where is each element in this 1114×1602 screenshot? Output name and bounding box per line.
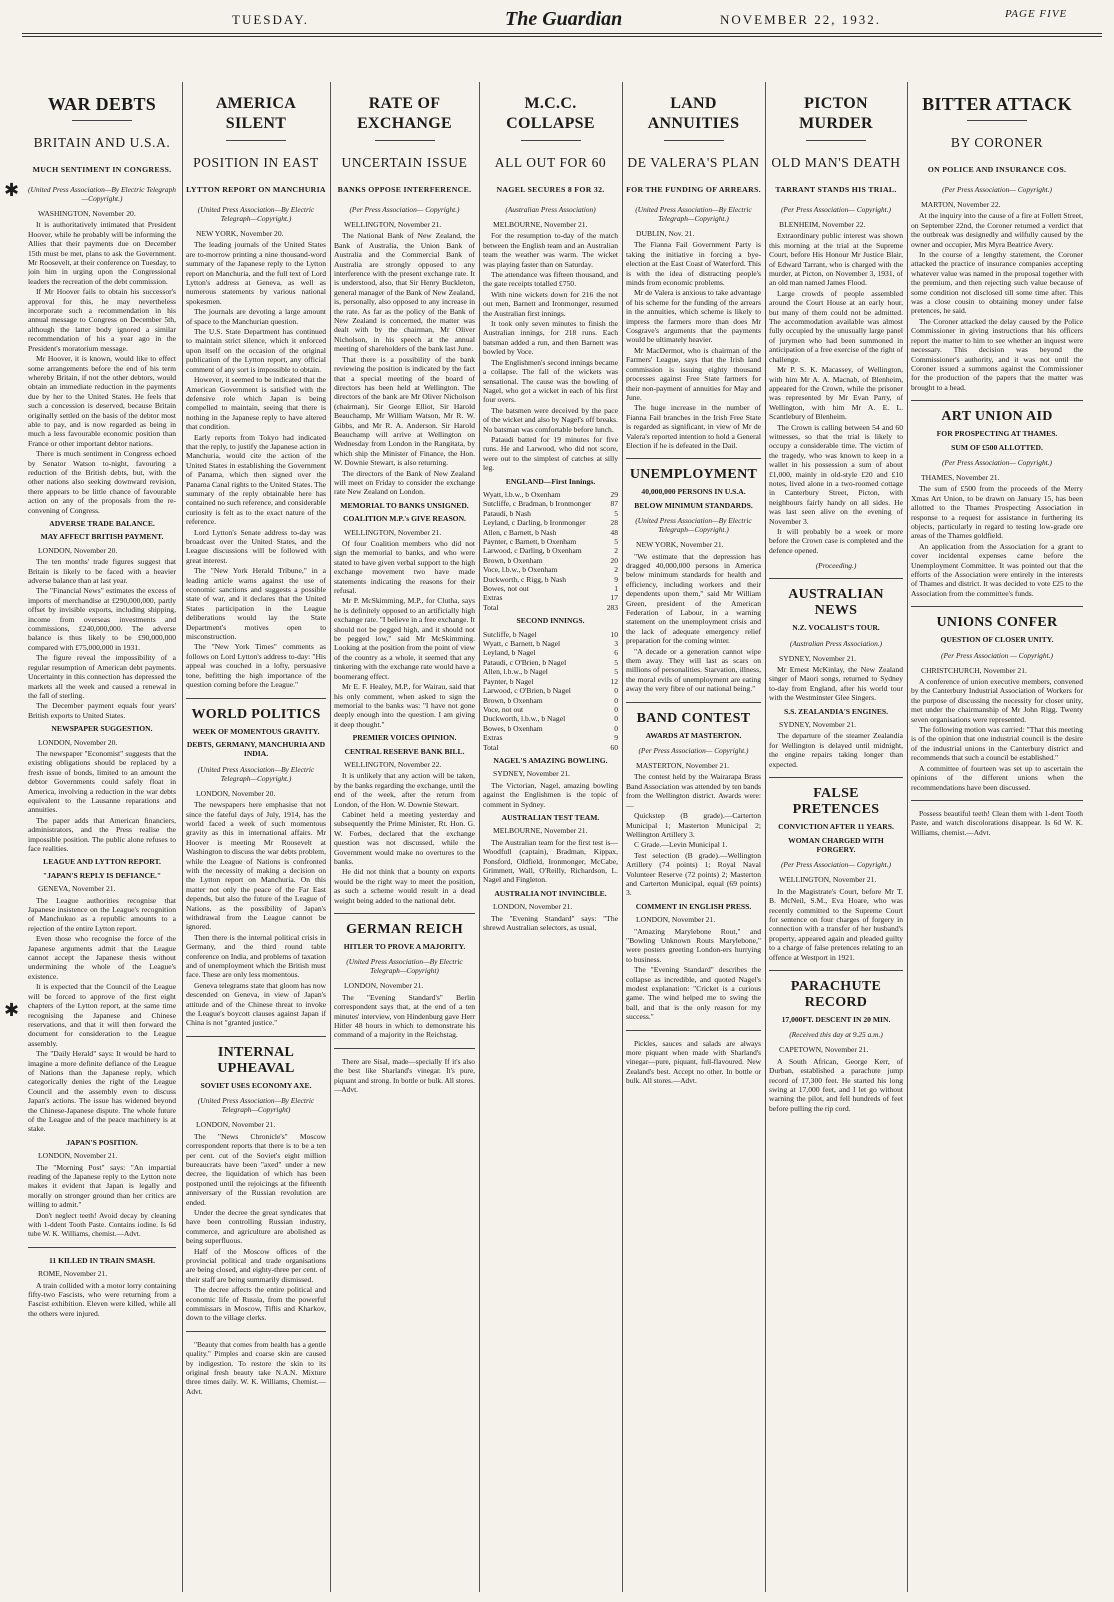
score-row xyxy=(483,509,618,518)
batsman-runs: 29 xyxy=(610,489,618,499)
section-heading: FOR PROSPECTING AT THAMES. xyxy=(936,429,1058,439)
paragraph: The Fianna Fail Government Party is taking the initiative in forcing a bye-election at the East Coast of Waterford. This is with the idea of distracting people's minds from economic problems. xyxy=(626,240,761,288)
paragraph: Early reports from Tokyo had indicated that the reply, to justify the Japanese action in Manchuria, would cite the action of the United States in establishing the Government of Panama, which then signed over the Panama Canal rights to the United States. The summary of the reply obtainable here has contained no such reference, and considerable curiosity is felt as to the exact nature of the reference. xyxy=(186,432,326,527)
score-row xyxy=(483,677,618,686)
section-heading: MAY AFFECT BRITISH PAYMENT. xyxy=(40,532,164,542)
section-heading: QUESTION OF CLOSER UNITY. xyxy=(940,635,1054,645)
paragraph: "We estimate that the depression has dragged 40,000,000 persons in America below minimum standards for health and efficiency, including workers and their dependents upon them," said Mr William Green, president of the American Federation of Labour, in a warning statement on the unemployment crisis and the lack of adequate emergency relief preparation for the coming winter. xyxy=(626,551,761,646)
paragraph: The paper adds that American financiers, administrators, and the Press realise the impossible position. The public alone refuses to face realities. xyxy=(28,815,176,853)
subhead: OLD MAN'S DEATH xyxy=(771,155,901,170)
batsman-name: Duckworth, l.b.w., b Nagel xyxy=(483,714,566,724)
section-heading: COALITION M.P.'s GIVE REASON. xyxy=(343,514,466,524)
section-heading: AUSTRALIA NOT INVINCIBLE. xyxy=(494,888,607,898)
paragraph: Mr Ernest McKinlay, the New Zealand singer of Maori songs, returned to Sydney to-day from England, after his world tour with the Westminster Glee Singers. xyxy=(769,665,903,703)
paragraph: Even those who recognise the force of the Japanese arguments admit that the League cannot accept the Japanese thesis without undermining the whole of the League's existence. xyxy=(28,934,176,981)
score-row xyxy=(483,499,618,508)
paragraph: It is unlikely that any action will be taken, by the banks regarding the exchange, until the end of the week, after the return from London, of the Hon. W. Downie Stewart. xyxy=(334,771,475,809)
masthead-paper-title: The Guardian xyxy=(505,8,623,30)
batsman-name: Allen, c Barnett, b Nash xyxy=(483,527,557,537)
section-heading: S.S. ZEALANDIA'S ENGINES. xyxy=(783,706,889,716)
section-headline: ART UNION AID xyxy=(941,409,1053,425)
section-heading: N.Z. VOCALIST'S TOUR. xyxy=(792,623,880,633)
paragraph: The batsmen were deceived by the pace of the wicket and also by Nagel's off breaks. No batsman was comfortable before lunch. xyxy=(483,405,618,434)
score-row xyxy=(483,639,618,648)
score-row xyxy=(483,528,618,537)
credit-line: (United Press Association—By Electric Telegraph—Copyright) xyxy=(197,1096,315,1115)
batsman-name: Sutcliffe, b Nagel xyxy=(483,629,537,639)
dateline: SYDNEY, November 21. xyxy=(779,653,857,663)
paragraph: The Coroner attacked the delay caused by the Police Commissioner in giving instructions that his officers report the matter to him to see whether an inquest were necessary. This decision was beyond the Commissioner's authority, and it was not until the Coroner issued a summons against the Commissioner for the production of the papers that the matter was brought to a head. xyxy=(911,316,1083,392)
credit-line: (Per Press Association— Copyright.) xyxy=(780,205,892,214)
score-row xyxy=(483,575,618,584)
dateline: WELLINGTON, November 21. xyxy=(344,220,442,229)
score-row xyxy=(483,490,618,499)
paragraph: The National Bank of New Zealand, the Bank of Australia, the Union Bank of Australia and the Commercial Bank of Australia are strongly opposed to any interference with the present exchange rate. It is understood, also, that Sir Henry Buckleton, general manager of the Bank of New Zealand, is, personally, also opposed to any increase in the rate. As far as the policy of the Bank of New Zealand is concerned, the matter was dealt with by the chairman, Mr Oliver Nicholson, in his speech at the annual meeting of shareholders of the bank last June. xyxy=(334,231,475,354)
paragraph: "A decade or a generation cannot wipe them away. They will last as scars on millions of personalities. Starvation, illness, the moral evils of unemployment are eating away the very fibre of our national being." xyxy=(626,646,761,694)
batsman-name: Bowes, b Oxenham xyxy=(483,723,543,733)
paragraph: Mr de Valera is anxious to take advantage of his scheme for the funding of the arrears in the annuities, which scheme is likely to impress the farmers more than does Mr Cosgrave's arguments that the payments would be ultimately heavier. xyxy=(626,288,761,345)
batsman-name: Paynter, c Barnett, b Oxenham xyxy=(483,537,577,546)
scorecard-first-innings xyxy=(483,490,618,612)
section-headline: INTERNAL UPHEAVAL xyxy=(217,1044,295,1076)
dateline: MELBOURNE, November 21. xyxy=(493,220,588,229)
batsman-runs: 6 xyxy=(614,648,618,658)
score-row xyxy=(483,603,618,612)
paragraph: There is much sentiment in Congress echoed by Senator Watson to-night, favouring a reduction of the British debts, but, with the other nations also seeking downward revision, there appears to be little chance of favourable action on any of the proposals from the re-convening of Congress. xyxy=(28,449,176,515)
batsman-name: Brown, b Oxenham xyxy=(483,695,543,705)
column-bitter-attack xyxy=(911,82,1083,1590)
score-row xyxy=(483,733,618,742)
paragraph: C Grade.—Levin Municipal 1. xyxy=(634,840,728,850)
score-row xyxy=(483,630,618,639)
dateline: LONDON, November 21. xyxy=(196,1120,276,1130)
dateline: SYDNEY, November 21. xyxy=(779,720,857,730)
dateline: ROME, November 21. xyxy=(38,1269,108,1279)
section-heading: LEAGUE AND LYTTON REPORT. xyxy=(43,857,161,867)
advertisement: There are Sisal, made—specially If it's also the best like Sharland's vinegar. It's pure, piquant and strong. In bottle or bulk. All stores.—Advt. xyxy=(334,1056,475,1095)
score-row xyxy=(483,705,618,714)
dateline: LONDON, November 21. xyxy=(636,915,716,925)
section-heading: "JAPAN'S REPLY IS DEFIANCE." xyxy=(42,870,162,880)
column-war-debts xyxy=(28,82,176,1590)
paragraph: The decree affects the entire political and economic life of Russia, from the powerful commissars in Moscow, Tiflis and Kharkov, down to the village clerks. xyxy=(186,1285,326,1323)
column-divider xyxy=(765,82,766,1592)
paragraph: "Amazing Marylebone Rout," and "Bowling Unknown Routs Marylebone," were posters greeting London-ers hurrying to business. xyxy=(626,926,761,964)
section-heading: WEEK OF MOMENTOUS GRAVITY. xyxy=(192,726,320,736)
margin-mark: ✱ xyxy=(4,180,20,200)
section-heading: PREMIER VOICES OPINION. xyxy=(352,733,457,743)
section-heading: SOVIET USES ECONOMY AXE. xyxy=(200,1080,312,1090)
paragraph: Mr P. McSkimming, M.P., for Clutha, says he is definitely opposed to an artificially high exchange rate. "I believe in a free exchange. It should not be pegged high, and it should not be pegged low," said Mr McSkimming. Looking at the position from the point of view of the country as a whole, it seemed that any tinkering with the exchange rate would have a boomerang effect. xyxy=(334,596,475,681)
subhead: POSITION IN EAST xyxy=(193,155,319,170)
section-heading: NAGEL'S AMAZING BOWLING. xyxy=(493,755,608,765)
batsman-name: Total xyxy=(483,602,499,612)
batsman-name: Voce, l.b.w., b Oxenham xyxy=(483,565,558,575)
batsman-runs: 0 xyxy=(614,695,618,705)
batsman-name: Paynter, b Nagel xyxy=(483,676,534,686)
batsman-runs: 5 xyxy=(614,657,618,667)
section-heading: SECOND INNINGS. xyxy=(516,616,585,626)
paragraph: Mr P. S. K. Macassey, of Wellington, with him Mr A. A. Macnab, of Blenheim, appeared for the Crown, while the prisoner was represented by Mr Evan Parry, of Wellington, with him Mr A. E. L. Scantlebury of Blenheim. xyxy=(769,365,903,422)
paragraph: Then there is the internal political crisis in Germany, and the third round table conference on India, and problems of taxation and of unemployment which the British must face. These are only less momentous. xyxy=(186,932,326,980)
section-heading: MEMORIAL TO BANKS UNSIGNED. xyxy=(340,500,469,510)
paragraph: The Englishmen's second innings became a collapse. The fall of the wickets was sensational. The cause was the bowling of Nagel, who got a wicket in each of his first four overs. xyxy=(483,357,618,405)
batsman-runs: 10 xyxy=(610,629,618,639)
column-america-silent xyxy=(186,82,326,1590)
masthead-rule-top xyxy=(22,33,1102,34)
dateline: SYDNEY, November 21. xyxy=(493,769,571,779)
paragraph: The huge increase in the number of Fianna Fail branches in the Irish Free State is regarded as significant, in view of Mr de Valera's reported intention to hold a General Election if he is defeated in the Dail. xyxy=(626,403,761,450)
column-land-annuities xyxy=(626,82,761,1590)
credit-line: (Australian Press Association) xyxy=(505,205,596,214)
paragraph: It will probably be a week or more before the Crown case is completed and the defence opened. xyxy=(769,527,903,555)
score-row xyxy=(483,667,618,676)
subhead: BY CORONER xyxy=(950,135,1044,150)
dateline: NEW YORK, November 21. xyxy=(636,540,724,550)
credit-line: (Australian Press Association.) xyxy=(789,638,883,648)
section-headline: BAND CONTEST xyxy=(636,710,751,726)
dateline: CAPETOWN, November 21. xyxy=(779,1045,869,1055)
batsman-runs: 12 xyxy=(610,676,618,686)
paragraph: An application from the Association for a grant to cover incidental expenses came before the Unemployment Committee. It was pointed out that the efforts of the Association were entirely in the interests of Thames and district. It was decided to vote £25 to the Association from the committee's funds. xyxy=(911,541,1083,598)
paragraph: Quickstep (B grade).—Carterton Municipal 1; Masterton Municipal 2; Wellington Artillery 3. xyxy=(626,811,761,839)
batsman-runs: 2 xyxy=(614,565,618,575)
paragraph: Lord Lytton's Senate address to-day was broadcast over the United States, and the League discussions will be followed with great interest. xyxy=(186,527,326,565)
dateline: WELLINGTON, November 21. xyxy=(344,527,442,537)
paragraph: The "Evening Standard" says: "The shrewd Australian selectors, as usual, xyxy=(483,913,618,933)
subhead: UNCERTAIN ISSUE xyxy=(341,155,468,170)
section-heading: 11 KILLED IN TRAIN SMASH. xyxy=(49,1255,155,1265)
paragraph: The "Evening Standard's" Berlin correspondent says that, at the end of a ten minutes' interview, von Hindenburg gave Herr Hitler 48 hours in which to demonstrate his command of a majority in the Reichstag. xyxy=(334,992,475,1040)
column-mcc-collapse xyxy=(483,82,618,1590)
dateline: MASTERTON, November 21. xyxy=(636,761,730,771)
dateline: LONDON, November 20. xyxy=(38,737,118,747)
paragraph: It took only seven minutes to finish the Australian innings, for 218 runs. Each batsman added a run, and then Barnett was bowled by Voce. xyxy=(483,319,618,357)
paragraph: The contest held by the Wairarapa Brass Band Association was attended by ten bands from the Wellington district. Awards were:— xyxy=(626,772,761,810)
credit-line: (Per Press Association— Copyright.) xyxy=(941,185,1053,194)
dateline: GENEVA, November 21. xyxy=(38,884,116,894)
section-headline: GERMAN REICH xyxy=(346,922,463,938)
section-heading: BELOW MINIMUM STANDARDS. xyxy=(634,500,753,510)
section-headline: FALSE PRETENCES xyxy=(792,786,880,818)
dateline: MELBOURNE, November 21. xyxy=(493,826,588,836)
batsman-runs: 0 xyxy=(614,686,618,696)
paragraph: A train collided with a motor lorry containing fifty-two Fascists, who were returning from a Fascist exhibition. Eleven were killed, while all the others were injured. xyxy=(28,1280,176,1318)
masthead-day: TUESDAY. xyxy=(232,12,310,27)
headline-picton-murder: PICTON MURDER xyxy=(799,95,873,132)
section-heading: NEWSPAPER SUGGESTION. xyxy=(51,724,153,734)
paragraph: Geneva telegrams state that gloom has now descended on Geneva, in view of Japan's attitude and of the Chinese threat to invoke the League's boycott clauses against Japan if China is not "granted justice." xyxy=(186,980,326,1028)
paragraph: The leading journals of the United States are to-morrow printing a nine thousand-word summary of the Japanese reply to the Lytton report on Manchuria, and the full text of Lord Lytton's address at Geneva, as well as numerous statements by various national spokesmen. xyxy=(186,240,326,306)
batsman-name: Extras xyxy=(483,733,503,743)
advertisement: "Beauty that comes from health has a gentle quality." Pimples and coarse skin are caused by indigestion. To restore the skin to its original fresh beauty take N.A.N. Mixture three times daily. W. K. Williams, Chemist.—Advt. xyxy=(186,1339,326,1396)
score-row xyxy=(483,743,618,752)
subhead-small: BANKS OPPOSE INTERFERENCE. xyxy=(337,185,472,194)
advertisement: Possess beautiful teeth! Clean them with 1-dent Tooth Paste, and watch discolorations disappear. Is 6d W. K. Williams, chemist.—Advt. xyxy=(911,808,1083,837)
masthead-rule-bottom xyxy=(22,36,1102,37)
credit-line: (United Press Association—By Electric Telegraph—Copyright.) xyxy=(197,764,315,783)
paragraph: In the course of a lengthy statement, the Coroner attacked the practice of insurance companies accepting whatever value was named in the proposal together with the premium, and then rejecting such value because of some condition not disclosed till some time after. This was a close cousin to obtaining money under false pretences, he said. xyxy=(911,250,1083,316)
section-heading: JAPAN'S POSITION. xyxy=(66,1137,138,1147)
paragraph: The League authorities recognise that Japanese insistence on the League's recognition of Manchukuo as a republic amounts to a rejection of the entire Lytton report. xyxy=(28,895,176,933)
headline-rate-of-exchange: RATE OF EXCHANGE xyxy=(357,95,452,132)
paragraph: The newspapers here emphasise that not since the fateful days of July, 1914, has the world faced a week of such momentous gravity as this in international affairs. Mr Hoover is meeting Mr Roosevelt at Washington to discuss the war debts problem, while the League of Nations is confronted with the necessity of making a decision on the Lytton report on Manchuria. On this matter not only the peace of the Far East depends, but also the future of the League of Nations, as the possibility of Japan's withdrawal from the League cannot be ignored. xyxy=(186,800,326,932)
paragraph: The "Evening Standard" describes the collapse as incredible, and quoted Nagel's modest explanation: "Cricket is a curious game. The wind helped me to swing the ball, and that is the only reason for my success." xyxy=(626,965,761,1022)
batsman-runs: 5 xyxy=(614,537,618,546)
paragraph: The U.S. State Department has continued to maintain strict silence, which it enforced upon itself on the occasion of the original publication of the Lytton report, any official comment of any sort is impossible to obtain. xyxy=(186,327,326,374)
paragraph: Large crowds of people assembled around the Court House at an early hour, but many of them could not be admitted. The accommodation available was almost fully occupied by the unusually large panel of jurymen who had been summoned in anticipation of a free exercise of the right of challenge. xyxy=(769,288,903,364)
section-headline: PARACHUTE RECORD xyxy=(790,978,882,1010)
subhead: BRITAIN AND U.S.A. xyxy=(33,135,171,150)
paragraph: The December payment equals four years' British exports to United States. xyxy=(28,701,176,720)
advertisement: Pickles, sauces and salads are always more piquant when made with Sharland's vinegar—pure, piquant, full-flavoured. New Zealand's best. Accept no other. In bottle or bulk. All stores.—Advt. xyxy=(626,1038,761,1086)
subhead-small: MUCH SENTIMENT IN CONGRESS. xyxy=(32,165,172,174)
section-heading: WOMAN CHARGED WITH FORGERY. xyxy=(788,835,884,854)
batsman-name: Brown, b Oxenham xyxy=(483,555,543,565)
section-headline: UNIONS CONFER xyxy=(936,615,1058,631)
paragraph: Mr Hoover, it is known, would like to effect some arrangements before the end of his term whereby Britain, if not the other debtors, would obtain an immediate reduction in the payments due by her to the United States. He feels that such a concession is deserved, because Britain originally settled on the basis of the debtor most able to pay, and is now regarded as being in much a less favourable economic position than France or other important debtor nations. xyxy=(28,354,176,448)
credit-line: (Received this day at 9.25 a.m.) xyxy=(789,1030,883,1040)
credit-line: (Per Press Association— Copyright.) xyxy=(780,860,892,870)
batsman-runs: 9 xyxy=(614,574,618,584)
batsman-runs: 60 xyxy=(610,742,618,752)
batsman-runs: 48 xyxy=(610,527,618,537)
subhead-small: ON POLICE AND INSURANCE COS. xyxy=(927,165,1067,174)
paragraph: The "Financial News" estimates the excess of imports of merchandise at £290,000,000, partly offset by invisible exports, including shipping, income from overseas investments and commissions, £240,000,000. The adverse balance is thus likely to be £90,000,000 compared with £75,000,000 in 1931. xyxy=(28,586,176,652)
paragraph: It is expected that the Council of the League will be forced to approve of the first eight chapters of the Lytton report, at the same time recognising the Japanese and Chinese reservations, and that it will then forward the document for consideration to the League assembly. xyxy=(28,982,176,1048)
section-heading: HITLER TO PROVE A MAJORITY. xyxy=(343,942,466,952)
dateline: LONDON, November 20. xyxy=(196,788,276,798)
paragraph: The newspaper "Economist" suggests that the existing obligations should be replaced by a fresh issue of bonds, limited to an amount the debtor Governments could safely float in America, involving a reduction in the war debts equivalent to the Lausanne reparations and annuities. xyxy=(28,748,176,815)
batsman-name: Bowes, not out xyxy=(483,584,529,594)
section-headline: AUSTRALIAN NEWS xyxy=(788,587,884,619)
batsman-runs: 283 xyxy=(606,602,618,612)
subhead: ALL OUT FOR 60 xyxy=(494,155,607,170)
paragraph: The following motion was carried: "That this meeting is of the opinion that one industrial council is the desire of the industrial unions in the Canterbury district and recommends that such a council be established." xyxy=(911,725,1083,763)
paragraph: The Crown is calling between 54 and 60 witnesses, so that the trial is likely to occupy a considerable time. The victim of the tragedy, who was known to keep in a wallet in his possession a sum of about £1,000, mainly in old-style £20 and £10 notes, lived alone in a two-roomed cottage in Canterbury Street, Picton, with neighbours fairly handy on all sides. He was last seen alive on the evening of November 3. xyxy=(769,422,903,526)
paragraph: Extraordinary public interest was shown this morning at the trial at the Supreme Court, before His Honour Mr Justice Blair, of Edward Tarrant, who is charged with the murder, at Picton, on November 3, 1931, of an old man named James Flood. xyxy=(769,231,903,288)
column-divider xyxy=(330,82,331,1592)
batsman-runs: 1 xyxy=(614,584,618,594)
paragraph: The "Daily Herald" says: It would be hard to imagine a more definite defiance of the League of Nations than the Japanese reply, which categorically denies the right of the League Council and the assembly even to discuss Japan's actions. The issue has widened beyond the Chinese-Japanese dispute. The whole future of the League and of the peace machinery is at stake. xyxy=(28,1049,176,1134)
dateline: CHRISTCHURCH, November 21. xyxy=(921,665,1027,675)
paragraph: It is authoritatively intimated that President Hoover, while he probably will be informing the Allies that their payments due on December 15th must be met, plans to ask the Government. Mr Roosevelt, at their conference on Tuesday, to join him in urging upon the Congressional leaders the recreation of the debt commission. xyxy=(28,220,176,286)
masthead xyxy=(0,0,1114,80)
batsman-name: Total xyxy=(483,742,499,752)
batsman-name: Allen, l.b.w., b Nagel xyxy=(483,667,548,677)
score-row xyxy=(483,658,618,667)
dateline: LONDON, November 21. xyxy=(38,1151,118,1161)
paragraph: A committee of fourteen was set up to ascertain the opinions of the different unions when the recommendations have been discussed. xyxy=(911,763,1083,792)
batsman-name: Voce, not out xyxy=(483,704,524,714)
paragraph: The "New York Herald Tribune," in a leading article warns against the use of economic sanctions and suggests a possible state of war, and it declares that the United States participation in the League deliberations would lay the State Department's motives open to misconstruction. xyxy=(186,566,326,642)
score-row xyxy=(483,648,618,657)
batsman-name: Wyatt, c Barnett, b Nagel xyxy=(483,639,561,649)
subhead-small: FOR THE FUNDING OF ARREARS. xyxy=(626,185,761,194)
batsman-runs: 2 xyxy=(614,546,618,556)
paragraph: However, it seemed to be indicated that the American Government is satisfied with the defensive role which Japan is being compelled to maintain, seeing that there is nothing in the Japanese reply to have altered that condition. xyxy=(186,375,326,432)
paragraph: A conference of union executive members, convened by the Canterbury Industrial Association of Workers for the purpose of discussing the necessity for closer unity, met under the chairmanship of Mr John Rigg. Twenty seven organisations were represented. xyxy=(911,677,1083,724)
section-heading: 17,000FT. DESCENT IN 20 MIN. xyxy=(781,1014,891,1024)
headline-mcc-collapse: M.C.C. COLLAPSE xyxy=(506,95,595,132)
column-rate-of-exchange xyxy=(334,82,475,1590)
paragraph: Mr E. F. Healey, M.P., for Wairau, said that his only comment, when asked to sign the memorial to the banks was: "I have not gone deeply enough into the question. I am giving it deep thought." xyxy=(334,682,475,729)
section-heading: ENGLAND—First Innings. xyxy=(505,476,596,486)
score-row xyxy=(483,518,618,527)
paragraph: With nine wickets down for 216 the not out men, Barnett and Ironmonger, resumed the Australian first innings. xyxy=(483,289,618,318)
batsman-runs: 0 xyxy=(614,723,618,733)
dateline: WASHINGTON, November 20. xyxy=(38,209,136,218)
paragraph: The sum of £500 from the proceeds of the Merry Xmas Art Union, to be drawn on January 15, has been allotted to the Thames Prospecting Association in response to a request for assistance in furthering its objects, particularly in regard to testing low-grade ore areas of the Thames goldfield. xyxy=(911,484,1083,541)
headline-war-debts: WAR DEBTS xyxy=(47,94,157,114)
section-heading: 40,000,000 PERSONS IN U.S.A. xyxy=(641,487,746,497)
section-heading: DEBTS, GERMANY, MANCHURIA AND INDIA. xyxy=(186,739,326,759)
paragraph: For the resumption to-day of the match between the English team and an Australian team the weather was warm. The wicket was playing faster than on Saturday. xyxy=(483,231,618,269)
credit-line: (Per Press Association — Copyright.) xyxy=(941,650,1053,660)
dateline: WELLINGTON, November 22. xyxy=(344,759,442,769)
proceeding-note: (Proceeding.) xyxy=(815,561,857,571)
paragraph: In the Magistrate's Court, before Mr T. B. McNeil, S.M., Eva Hoare, who was recently committed to the Supreme Court for sentence on four charges of forgery in connection with a transfer of her husband's property, appeared again and pleaded guilty to a charge of false pretences relating to an offence at Westport in 1921. xyxy=(769,886,903,962)
column-divider xyxy=(479,82,480,1592)
batsman-name: Duckworth, c Rigg, b Nash xyxy=(483,574,567,584)
dateline: MARTON, November 22. xyxy=(921,200,1001,209)
batsman-name: Larwood, c O'Brien, b Nagel xyxy=(483,686,571,696)
batsman-name: Leyland, b Nagel xyxy=(483,648,536,658)
advertisement: Don't neglect teeth! Avoid decay by cleaning with 1-ddent Tooth Paste. Contains iodine. Is 6d tube W. K. Williams, chemist.—Advt. xyxy=(28,1210,176,1239)
batsman-name: Larwood, c Darling, b Oxenham xyxy=(483,546,582,556)
paragraph: Under the decree the great syndicates that have been controlling Russian industry, commerce, and agriculture are abolished as being superfluous. xyxy=(186,1207,326,1246)
headline-land-annuities: LAND ANNUITIES xyxy=(647,95,740,132)
paragraph: At the inquiry into the cause of a fire at Follett Street, on September 22nd, the Coroner returned a verdict that the outbreak was designedly and wilfully caused by the owner and occupier, Mrs Myra Beatrice Avery. xyxy=(911,211,1083,249)
paragraph: Pataudi batted for 19 minutes for five runs. He and Larwood, who did not score, were out to the simplest of catches at silly leg. xyxy=(483,434,618,473)
batsman-runs: 87 xyxy=(610,499,618,509)
score-row xyxy=(483,556,618,565)
credit-line: (United Press Association—By Electric Telegraph—Copyright) xyxy=(346,957,463,976)
batsman-runs: 28 xyxy=(610,518,618,528)
column-divider xyxy=(622,82,623,1592)
batsman-runs: 0 xyxy=(614,704,618,714)
credit-line: (United Press Association—By Electric Telegraph—Copyright.) xyxy=(28,185,176,203)
paragraph: The figure reveal the impossibility of a regular resumption of American debt payments. Uncertainty in this connection has depressed the markets all the week and caused a renewal in the fall of sterling. xyxy=(28,653,176,700)
batsman-runs: 9 xyxy=(614,733,618,743)
score-row xyxy=(483,696,618,705)
paragraph: A South African, George Kerr, of Durban, established a parachute jump record of 17,300 feet. He started his long swing at 17,000 feet, and I let go without warning the pilot, and fell hundreds of feet before pulling the rip cord. xyxy=(769,1056,903,1113)
batsman-name: Extras xyxy=(483,593,503,603)
batsman-name: Pataudi, b Nash xyxy=(483,508,531,518)
paragraph: Test selection (B grade).—Wellington Artillery (74 points) 1; Royal Naval Volunteer Reserve (72 points) 2; Masterton and Carterton Municipal, equal (69 points) 3. xyxy=(626,850,761,898)
batsman-name: Leyland, c Darling, b Ironmonger xyxy=(483,518,586,528)
credit-line: (United Press Association—By Electric Telegraph—Copyright.) xyxy=(635,516,752,535)
column-divider xyxy=(907,82,908,1592)
score-row xyxy=(483,537,618,546)
scorecard-second-innings xyxy=(483,630,618,752)
margin-mark: ✱ xyxy=(4,1000,20,1020)
masthead-page-number: PAGE FIVE xyxy=(1005,8,1068,20)
paragraph: Mr MacDermot, who is chairman of the Farmers' League, says that the Irish land commission is issuing eighty thousand processes against Free State farmers for their non-payment of annuities for May and June. xyxy=(626,345,761,402)
dateline: LONDON, November 21. xyxy=(344,981,424,991)
paragraph: Cabinet held a meeting yesterday and subsequently the Prime Minister, Rt. Hon. G. W. Forbes, declared that the exchange question was not discussed, while the Government would make no overtures to the banks. xyxy=(334,809,475,866)
paragraph: The directors of the Bank of New Zealand will meet on Friday to consider the exchange rate New Zealand on London. xyxy=(334,468,475,497)
paragraph: The attendance was fifteen thousand, and the gate receipts totalled £750. xyxy=(483,270,618,289)
batsman-runs: 20 xyxy=(610,555,618,565)
paragraph: The "News Chronicle's" Moscow correspondent reports that there is to be a ten per cent. cut of the Soviet's eight million bureaucrats have been "axed" under a new decree, the liquidation of which has been postponed until the rejoicings at the fifteenth anniversary of the Russian revolution are ended. xyxy=(186,1131,326,1207)
section-headline: WORLD POLITICS xyxy=(191,706,321,722)
dateline: BLENHEIM, November 22. xyxy=(779,220,866,229)
section-heading: ADVERSE TRADE BALANCE. xyxy=(49,519,155,528)
column-divider xyxy=(182,82,183,1592)
subhead-small: LYTTON REPORT ON MANCHURIA xyxy=(186,185,326,194)
section-headline: UNEMPLOYMENT xyxy=(629,467,758,483)
paragraph: Of four Coalition members who did not sign the memorial to banks, and who were stated to have given verbal support to the high exchange movement two have made statements indicating the reasons for their refusal. xyxy=(334,539,475,596)
paragraph: The "New York Times" comments as follows on Lord Lytton's address to-day: "His appeal was couched in a lofty, persuasive tone, befitting the high importance of the question coming before the League." xyxy=(186,642,326,690)
batsman-runs: 3 xyxy=(614,639,618,649)
paragraph: The ten months' trade figures suggest that Britain is likely to be faced with a heavier adverse balance than at last year. xyxy=(28,557,176,586)
paragraph: The "Morning Post" says: "An impartial reading of the Japanese reply to the Lytton note makes it evident that Japan is legally and morally on stronger ground than her critics are willing to admit." xyxy=(28,1162,176,1210)
section-heading: SUM OF £500 ALLOTTED. xyxy=(951,442,1043,452)
batsman-runs: 5 xyxy=(614,667,618,677)
paragraph: The journals are devoting a large amount of space to the Manchurian question. xyxy=(186,307,326,326)
credit-line: (United Press Association—By Electric Telegraph—Copyright.) xyxy=(635,205,752,223)
dateline: LONDON, November 21. xyxy=(493,902,573,912)
dateline: DUBLIN, Nov. 21. xyxy=(636,229,695,238)
section-heading: AUSTRALIAN TEST TEAM. xyxy=(501,812,600,822)
credit-line: (United Press Association—By Electric Telegraph—Copyright.) xyxy=(197,205,315,223)
batsman-runs: 0 xyxy=(614,714,618,724)
score-row xyxy=(483,724,618,733)
score-row xyxy=(483,546,618,555)
paragraph: He did not think that a bounty on exports would be the right way to meet the position, as such a scheme would result in a dead weight being added to the national debt. xyxy=(334,867,475,905)
section-heading: AWARDS AT MASTERTON. xyxy=(645,730,742,740)
subhead-small: TARRANT STANDS HIS TRIAL. xyxy=(775,185,897,194)
score-row xyxy=(483,565,618,574)
section-heading: CENTRAL RESERVE BANK BILL. xyxy=(344,746,465,756)
subhead: DE VALERA'S PLAN xyxy=(627,155,760,170)
credit-line: (Per Press Association— Copyright.) xyxy=(941,457,1053,467)
subhead-small: NAGEL SECURES 8 FOR 32. xyxy=(496,185,605,194)
batsman-name: Wyatt, l.b.w., b Oxenham xyxy=(483,489,561,499)
batsman-runs: 17 xyxy=(610,593,618,603)
paragraph: The Victorian, Nagel, amazing bowling against the Englishmen is the topic of comment in Sydney. xyxy=(483,780,618,809)
headline-bitter-attack: BITTER ATTACK xyxy=(922,94,1072,114)
section-heading: CONVICTION AFTER 11 YEARS. xyxy=(778,822,894,832)
paragraph: Half of the Moscow offices of the provincial political and trade organisations are being closed, and eighty-three per cent. of their staff are being summarily dismissed. xyxy=(186,1246,326,1284)
batsman-name: Pataudi, c O'Brien, b Nagel xyxy=(483,657,567,667)
column-picton-murder xyxy=(769,82,903,1590)
section-heading: COMMENT IN ENGLISH PRESS. xyxy=(635,901,752,911)
paragraph: The Australian team for the first test is—Woodfull (captain), Bradman, Kippax, Ponsford, Oldfield, Ironmonger, McCabe, Grimmett, Wall, O'Reilly, Richardson, L. Nagel and Fingleton. xyxy=(483,837,618,885)
paragraph: That there is a possibility of the bank reviewing the position is indicated by the fact that a special meeting of the board of directors has been held at Wellington. The directors of the bank are Mr Oliver Nicholson (chairman), Sir George Elliot, Sir Harold Beauchamp, Mr William Watson, Mr R. W. Gibbs, and Mr R. A. Anderson. Sir Harold Beauchamp will arrive at Wellington on Wednesday from London in the Rangitata, by which ship the Minister of Finance, the Hon. W. Downie Stewart, is also returning. xyxy=(334,354,475,468)
credit-line: (Per Press Association— Copyright.) xyxy=(638,746,749,756)
paragraph: If Mr Hoover fails to obtain his successor's approval for this, he may nevertheless incorporate such a recommendation in his annual message to Congress on December 5th, although the latter body ignored a similar recommendation of his a year ago in the President's moratorium message. xyxy=(28,287,176,353)
masthead-date: NOVEMBER 22, 1932. xyxy=(720,12,881,27)
batsman-runs: 5 xyxy=(614,508,618,518)
dateline: NEW YORK, November 20. xyxy=(196,229,284,238)
dateline: THAMES, November 21. xyxy=(921,472,1000,482)
credit-line: (Per Press Association— Copyright.) xyxy=(349,205,460,214)
score-row xyxy=(483,686,618,695)
dateline: LONDON, November 20. xyxy=(38,545,118,555)
score-row xyxy=(483,714,618,723)
headline-america-silent: AMERICA SILENT xyxy=(215,95,297,132)
dateline: WELLINGTON, November 21. xyxy=(779,875,877,885)
batsman-name: Sutcliffe, c Bradman, b Ironmonger xyxy=(483,499,592,509)
paragraph: The departure of the steamer Zealandia for Wellington is delayed until midnight, the engine repairs taking longer than expected. xyxy=(769,731,903,769)
score-row xyxy=(483,593,618,602)
score-row xyxy=(483,584,618,593)
